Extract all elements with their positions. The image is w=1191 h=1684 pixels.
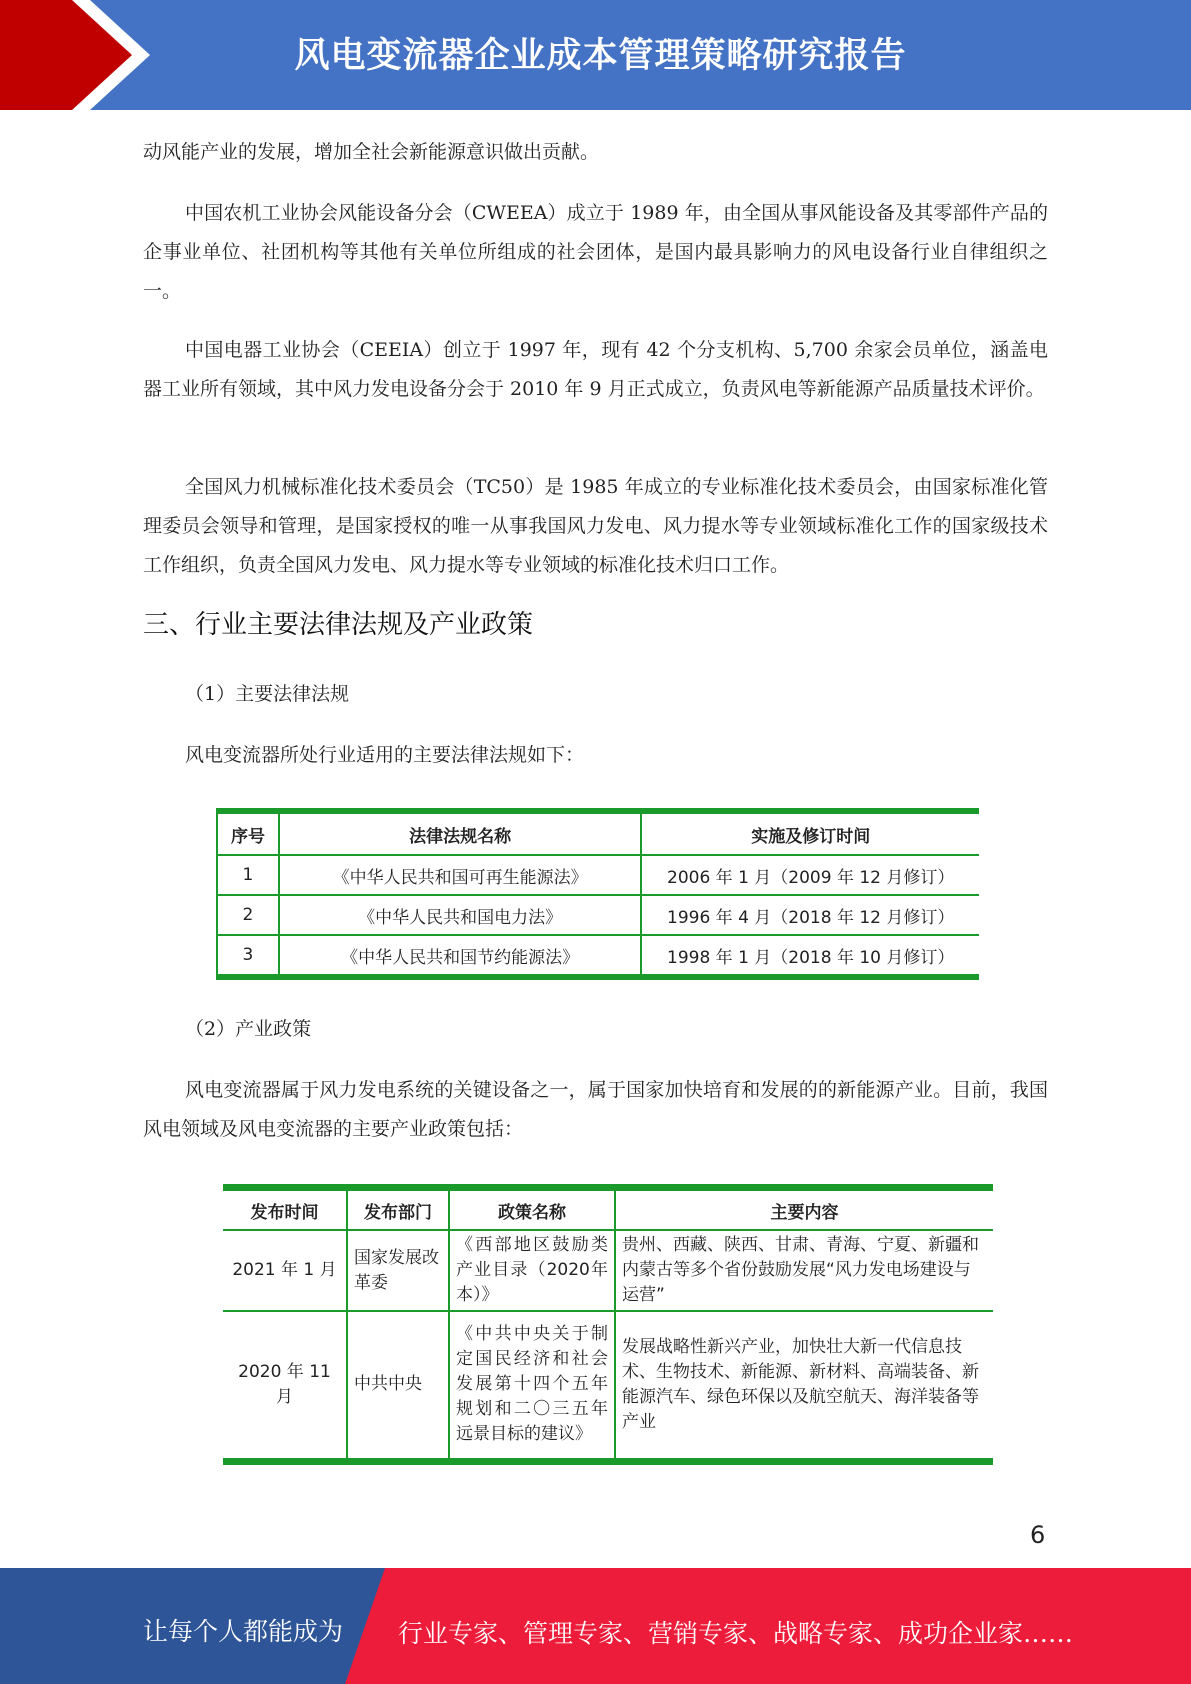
table-row bbox=[217, 895, 979, 935]
table-header-row bbox=[217, 811, 979, 855]
subheading-laws: （1）主要法律法规 bbox=[185, 683, 350, 705]
table-row bbox=[223, 1311, 993, 1461]
table-cell: 《中华人民共和国可再生能源法》 bbox=[279, 855, 641, 895]
table-cell: 中共中央 bbox=[347, 1311, 449, 1461]
table-cell: 国家发展改革委 bbox=[347, 1230, 449, 1311]
table-row bbox=[217, 935, 979, 977]
paragraph-laws-intro: 风电变流器所处行业适用的主要法律法规如下： bbox=[185, 744, 585, 766]
paragraph-cweea: 中国农机工业协会风能设备分会（CWEEA）成立于 1989 年，由全国从事风能设备及其零部件产品的企事业单位、社团机构等其他有关单位所组成的社会团体，是国内最具影响力的风电设备行业自律组织之一。 bbox=[143, 202, 1048, 302]
table-cell: 2021 年 1 月 bbox=[223, 1230, 347, 1311]
page-header bbox=[0, 0, 1191, 110]
paragraph-tc50: 全国风力机械标准化技术委员会（TC50）是 1985 年成立的专业标准化技术委员会，由国家标准化管理委员会领导和管理，是国家授权的唯一从事我国风力发电、风力提水等专业领域标准化工作的国家级技术工作组织，负责全国风力发电、风力提水等专业领域的标准化技术归口工作。 bbox=[143, 476, 1048, 576]
table-cell: 《中华人民共和国节约能源法》 bbox=[279, 935, 641, 977]
subheading-policy: （2）产业政策 bbox=[185, 1018, 312, 1040]
paragraph-continuation: 动风能产业的发展，增加全社会新能源意识做出贡献。 bbox=[143, 141, 600, 163]
table-header-row bbox=[223, 1188, 993, 1231]
table-cell: 1996 年 4 月（2018 年 12 月修订） bbox=[641, 895, 979, 935]
column-header: 政策名称 bbox=[449, 1188, 615, 1231]
table-cell: 1 bbox=[217, 855, 279, 895]
section-heading: 三、行业主要法律法规及产业政策 bbox=[143, 610, 534, 640]
column-header: 法律法规名称 bbox=[279, 811, 641, 855]
policy-table bbox=[223, 1184, 993, 1465]
table-row bbox=[223, 1230, 993, 1311]
column-header: 主要内容 bbox=[615, 1188, 993, 1231]
table-cell: 《中共中央关于制定国民经济和社会发展第十四个五年规划和二〇三五年远景目标的建议》 bbox=[449, 1311, 615, 1461]
column-header: 发布部门 bbox=[347, 1188, 449, 1231]
footer-slogan-left: 让每个人都能成为 bbox=[143, 1617, 344, 1646]
paragraph-policy-intro: 风电变流器属于风力发电系统的关键设备之一，属于国家加快培育和发展的的新能源产业。目前，我国风电领域及风电变流器的主要产业政策包括： bbox=[143, 1079, 1048, 1140]
laws-table bbox=[216, 808, 979, 980]
column-header: 实施及修订时间 bbox=[641, 811, 979, 855]
table-cell: 2006 年 1 月（2009 年 12 月修订） bbox=[641, 855, 979, 895]
table-cell: 2 bbox=[217, 895, 279, 935]
paragraph-ceeia: 中国电器工业协会（CEEIA）创立于 1997 年，现有 42 个分支机构、5,700 余家会员单位，涵盖电器工业所有领域，其中风力发电设备分会于 2010 年 9 月正式成立，负责风电等新能源产品质量技术评价。 bbox=[143, 339, 1048, 400]
page-number: 6 bbox=[1030, 1521, 1046, 1549]
table-cell: 《西部地区鼓励类产业目录（2020年本）》 bbox=[449, 1230, 615, 1311]
table-cell: 2020 年 11 月 bbox=[223, 1311, 347, 1461]
table-cell: 《中华人民共和国电力法》 bbox=[279, 895, 641, 935]
table-row bbox=[217, 855, 979, 895]
table-cell: 1998 年 1 月（2018 年 10 月修订） bbox=[667, 947, 955, 968]
column-header: 序号 bbox=[217, 811, 279, 855]
table-cell: 3 bbox=[217, 935, 279, 977]
table-cell: 贵州、西藏、陕西、甘肃、青海、宁夏、新疆和内蒙古等多个省份鼓励发展“风力发电场建设与运营” bbox=[615, 1230, 993, 1311]
page-footer bbox=[0, 1568, 1191, 1684]
report-title: 风电变流器企业成本管理策略研究报告 bbox=[294, 36, 907, 76]
column-header: 发布时间 bbox=[223, 1188, 347, 1231]
table-cell: 发展战略性新兴产业，加快壮大新一代信息技术、生物技术、新能源、新材料、高端装备、新能源汽车、绿色环保以及航空航天、海洋装备等产业 bbox=[622, 1336, 979, 1432]
footer-slogan-right: 行业专家、管理专家、营销专家、战略专家、成功企业家…… bbox=[398, 1619, 1074, 1648]
